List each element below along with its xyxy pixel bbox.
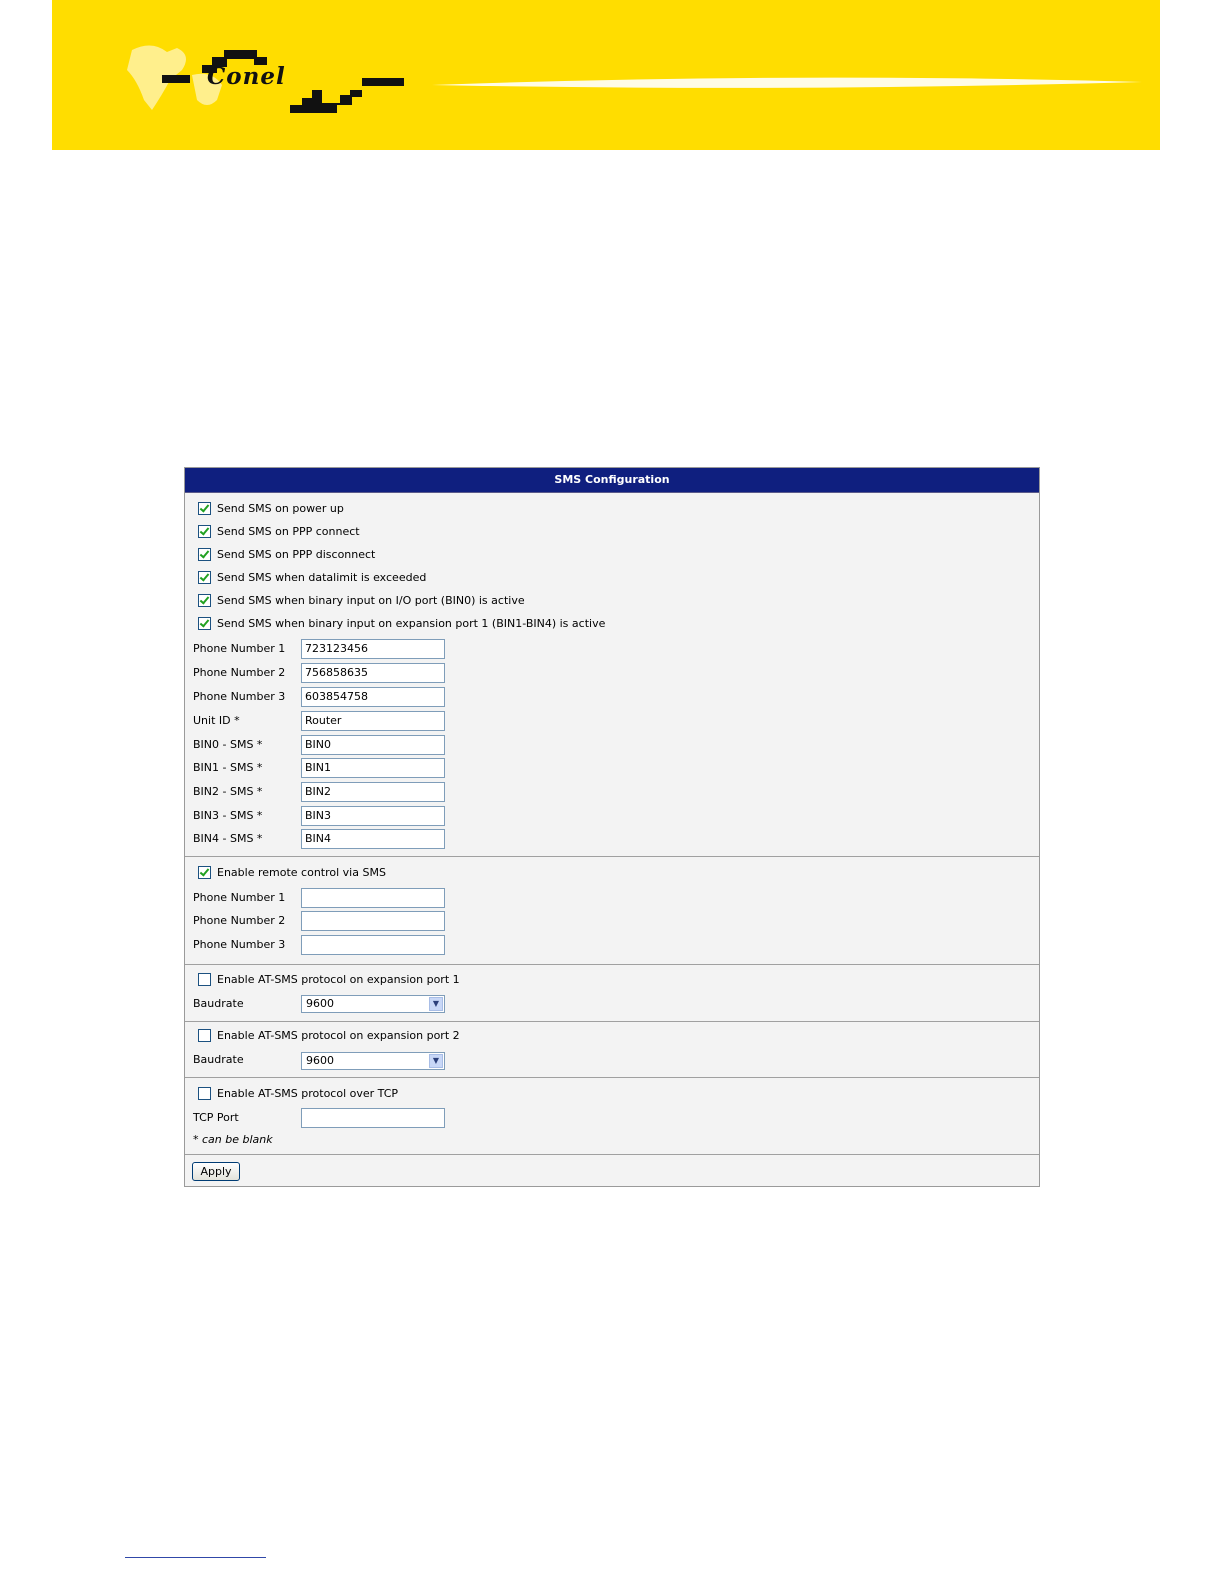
send-sms-datalimit-option[interactable] [193,569,426,587]
bin0-sms-label: BIN0 - SMS * [193,738,263,751]
blank-note: * can be blank [193,1133,273,1146]
checkbox-label: Enable AT-SMS protocol over TCP [217,1087,399,1100]
remote-phone-number-1-label: Phone Number 1 [193,891,286,904]
section-divider [185,1021,1039,1022]
checkbox[interactable] [198,1087,211,1100]
baudrate-port2-select[interactable] [301,1052,445,1070]
remote-phone-number-3-label: Phone Number 3 [193,938,286,951]
checkbox-label: Send SMS on PPP disconnect [217,548,376,561]
bin2-sms-label: BIN2 - SMS * [193,785,263,798]
checkbox-label: Send SMS when binary input on I/O port (BIN0) is active [217,594,525,607]
checkbox-label: Enable remote control via SMS [217,866,386,879]
checkbox[interactable] [198,866,211,879]
conel-logo [162,45,422,120]
checkbox-label: Send SMS when binary input on expansion port 1 (BIN1-BIN4) is active [217,617,606,630]
phone-number-2-input[interactable]: 756858635 [301,663,445,683]
sms-configuration-panel [184,467,1040,1187]
header-banner [52,0,1160,150]
send-sms-bin0-option[interactable] [193,592,525,610]
send-sms-ppp-disconnect-option[interactable] [193,546,375,564]
bin1-sms-input[interactable]: BIN1 [301,758,445,778]
unit-id-input[interactable]: Router [301,711,445,731]
logo-text: Conel [207,63,286,90]
bin0-sms-input[interactable]: BIN0 [301,735,445,755]
section-divider [185,856,1039,857]
apply-button[interactable]: Apply [192,1162,240,1181]
bin2-sms-input[interactable]: BIN2 [301,782,445,802]
checkbox[interactable] [198,1029,211,1042]
remote-phone-number-1-input[interactable] [301,888,445,908]
checkbox-label: Send SMS on PPP connect [217,525,360,538]
select-value: 9600 [306,997,334,1010]
checkbox-label: Send SMS when datalimit is exceeded [217,571,427,584]
baudrate-port2-label: Baudrate [193,1053,244,1066]
checkbox[interactable] [198,502,211,515]
bin1-sms-label: BIN1 - SMS * [193,761,263,774]
remote-phone-number-3-input[interactable] [301,935,445,955]
checkbox-label: Send SMS on power up [217,502,344,515]
bin3-sms-label: BIN3 - SMS * [193,809,263,822]
bin3-sms-input[interactable]: BIN3 [301,806,445,826]
remote-phone-number-2-input[interactable] [301,911,445,931]
remote-phone-number-2-label: Phone Number 2 [193,914,286,927]
enable-atsms-port1-option[interactable] [193,971,460,989]
checkbox-label: Enable AT-SMS protocol on expansion port 2 [217,1029,460,1042]
section-divider [185,964,1039,965]
enable-atsms-tcp-option[interactable] [193,1085,398,1103]
checkbox[interactable] [198,548,211,561]
unit-id-label: Unit ID * [193,714,240,727]
send-sms-ppp-connect-option[interactable] [193,523,360,541]
phone-number-2-label: Phone Number 2 [193,666,286,679]
baudrate-port1-select[interactable] [301,995,445,1013]
section-divider [185,1154,1039,1155]
checkbox[interactable] [198,571,211,584]
enable-remote-control-option[interactable] [193,864,386,882]
enable-atsms-port2-option[interactable] [193,1027,460,1045]
chevron-down-icon[interactable]: ▼ [429,1054,443,1068]
send-sms-power-up-option[interactable] [193,500,344,518]
phone-number-3-input[interactable]: 603854758 [301,687,445,707]
section-divider [185,1077,1039,1078]
select-value: 9600 [306,1054,334,1067]
checkbox[interactable] [198,594,211,607]
baudrate-port1-label: Baudrate [193,997,244,1010]
footer-link-underline [125,1557,266,1558]
tcp-port-input[interactable] [301,1108,445,1128]
phone-number-1-input[interactable]: 723123456 [301,639,445,659]
bin4-sms-input[interactable]: BIN4 [301,829,445,849]
panel-title: SMS Configuration [185,468,1039,493]
checkbox[interactable] [198,617,211,630]
banner-swoosh [432,70,1152,100]
tcp-port-label: TCP Port [193,1111,239,1124]
send-sms-bin1-bin4-option[interactable] [193,615,605,633]
phone-number-3-label: Phone Number 3 [193,690,286,703]
checkbox-label: Enable AT-SMS protocol on expansion port 1 [217,973,460,986]
chevron-down-icon[interactable]: ▼ [429,997,443,1011]
checkbox[interactable] [198,973,211,986]
bin4-sms-label: BIN4 - SMS * [193,832,263,845]
phone-number-1-label: Phone Number 1 [193,642,286,655]
checkbox[interactable] [198,525,211,538]
